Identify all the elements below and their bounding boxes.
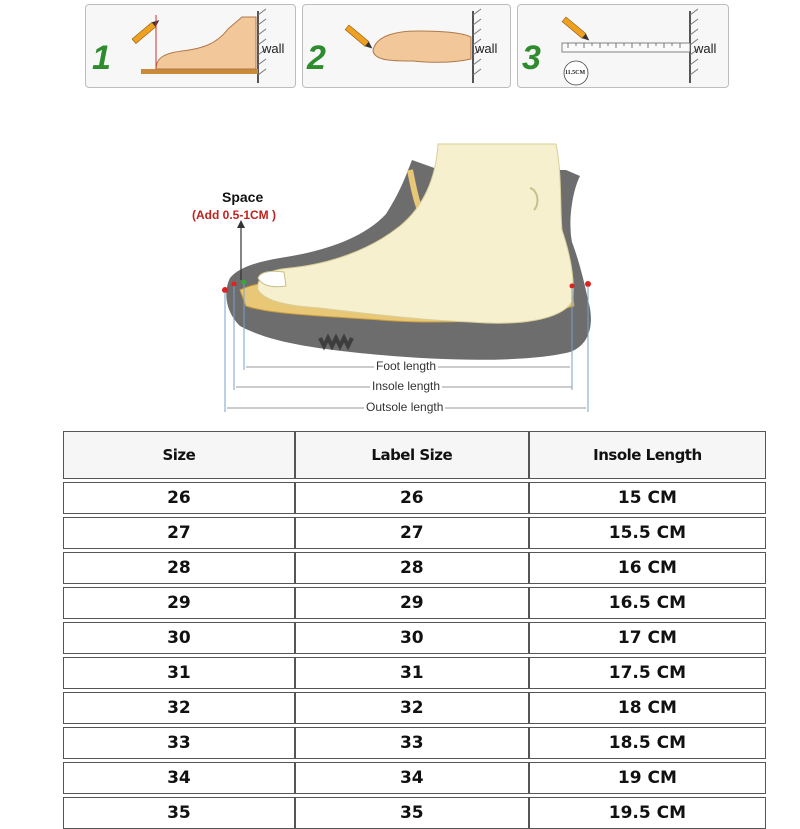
size-cell: 33	[63, 727, 295, 759]
foot-back-point	[570, 284, 575, 289]
table-row	[63, 482, 766, 514]
foot-icon	[373, 31, 471, 62]
space-title: Space	[222, 189, 264, 205]
table-row	[63, 622, 766, 654]
insole-length-cell: 17 CM	[529, 622, 766, 654]
foot-front-point	[242, 280, 247, 285]
table-row	[63, 587, 766, 619]
floor-board	[141, 69, 258, 74]
step-1-number: 1	[92, 39, 111, 77]
label-size-cell: 32	[295, 692, 529, 724]
step-2-wall-label: wall	[475, 41, 498, 56]
label-size-cell: 35	[295, 797, 529, 829]
insole-length-label: Insole length	[372, 379, 441, 393]
size-cell: 29	[63, 587, 295, 619]
header-insole-length: Insole Length	[529, 431, 766, 479]
header-size: Size	[63, 431, 295, 479]
label-size-cell: 30	[295, 622, 529, 654]
size-cell: 34	[63, 762, 295, 794]
table-row	[63, 762, 766, 794]
size-cell: 35	[63, 797, 295, 829]
pencil-icon	[132, 18, 161, 44]
label-size-cell: 34	[295, 762, 529, 794]
insole-length-cell: 19.5 CM	[529, 797, 766, 829]
size-cell: 26	[63, 482, 295, 514]
label-size-cell: 27	[295, 517, 529, 549]
size-chart-table	[63, 431, 766, 829]
table-header-row	[63, 431, 766, 479]
size-cell: 27	[63, 517, 295, 549]
outsole-length-label: Outsole length	[366, 400, 444, 414]
table-row	[63, 727, 766, 759]
measuring-steps	[85, 4, 729, 86]
ruler-badge-label: 11.5CM	[565, 70, 586, 76]
size-cell: 28	[63, 552, 295, 584]
label-size-cell: 33	[295, 727, 529, 759]
table-row	[63, 692, 766, 724]
step-1-panel	[85, 4, 296, 88]
step-1-wall-label: wall	[262, 41, 285, 56]
insole-length-cell: 18.5 CM	[529, 727, 766, 759]
ruler-icon	[562, 43, 690, 52]
insole-length-cell: 18 CM	[529, 692, 766, 724]
table-row	[63, 552, 766, 584]
table-row	[63, 797, 766, 829]
insole-length-cell: 17.5 CM	[529, 657, 766, 689]
label-size-cell: 31	[295, 657, 529, 689]
step-2-number: 2	[307, 39, 326, 77]
shoe-diagram	[192, 130, 620, 420]
foot-icon	[156, 17, 256, 69]
insole-length-cell: 16.5 CM	[529, 587, 766, 619]
label-size-cell: 29	[295, 587, 529, 619]
insole-length-cell: 19 CM	[529, 762, 766, 794]
table-row	[63, 517, 766, 549]
header-label-size: Label Size	[295, 431, 529, 479]
label-size-cell: 28	[295, 552, 529, 584]
insole-length-cell: 16 CM	[529, 552, 766, 584]
shoe-icon	[200, 130, 620, 420]
step-3-number: 3	[522, 39, 541, 77]
space-note: (Add 0.5-1CM )	[192, 208, 276, 222]
label-size-cell: 26	[295, 482, 529, 514]
step-3-panel	[517, 4, 729, 88]
pencil-icon	[562, 17, 591, 43]
step-3-wall-label: wall	[694, 41, 717, 56]
foot-length-label: Foot length	[376, 359, 437, 373]
insole-front-point	[232, 282, 237, 287]
step-2-panel	[302, 4, 511, 88]
insole-length-cell: 15 CM	[529, 482, 766, 514]
size-cell: 30	[63, 622, 295, 654]
pencil-icon	[345, 25, 374, 51]
insole-length-cell: 15.5 CM	[529, 517, 766, 549]
table-row	[63, 657, 766, 689]
size-cell: 32	[63, 692, 295, 724]
size-cell: 31	[63, 657, 295, 689]
